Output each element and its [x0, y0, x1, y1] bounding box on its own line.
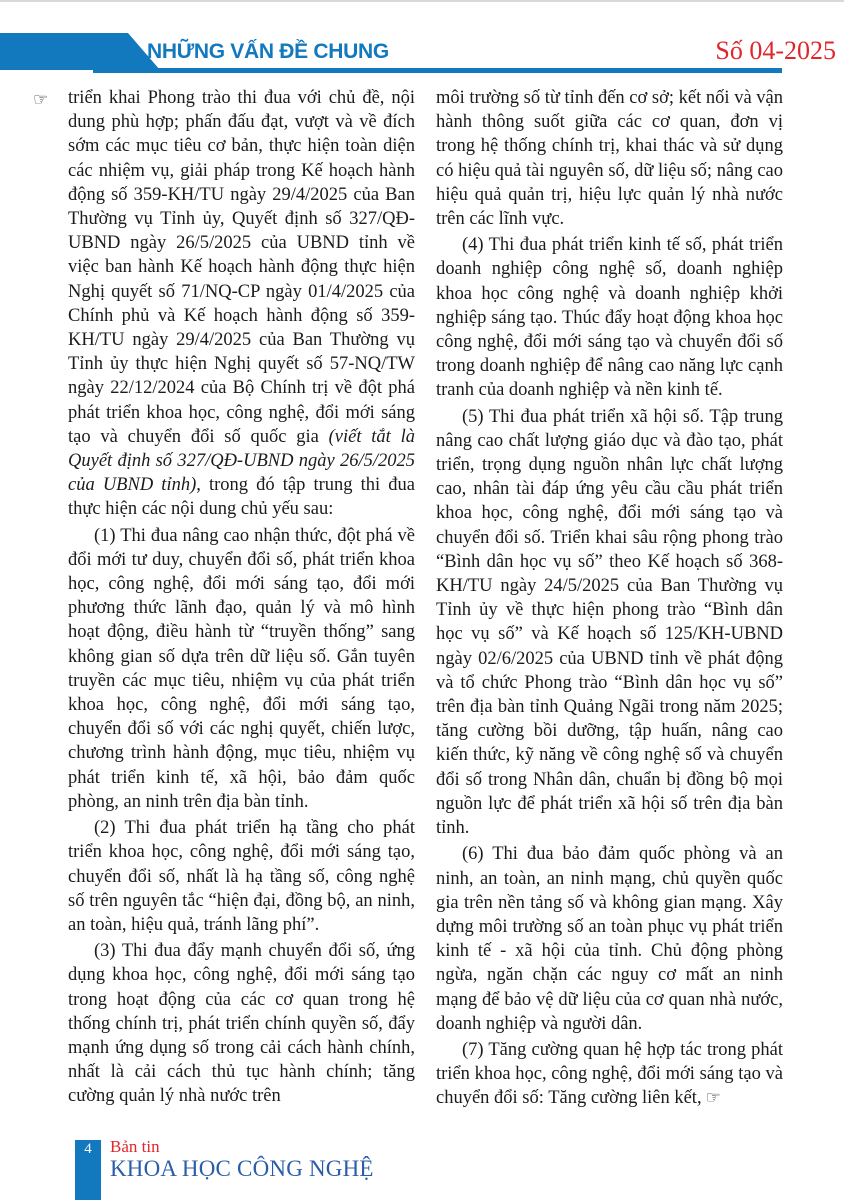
- paragraph: [436, 86, 783, 231]
- continuation-hand-icon: ☞: [705, 1088, 721, 1108]
- paragraph: [68, 816, 415, 937]
- bulletin-title: KHOA HỌC CÔNG NGHỆ: [110, 1156, 374, 1181]
- body-text: (2) Thi đua phát triển hạ tầng cho phát triển khoa học, công nghệ, đổi mới sáng tạo, chuyển đổi số, nhất là hạ tầng số, công nghệ số trên nguyên tắc “hiện đại, đồng bộ, an ninh, an toàn, hiệu quả, tránh lãng phí”.: [68, 818, 415, 935]
- body-text: (3) Thi đua đẩy mạnh chuyển đổi số, ứng dụng khoa học, công nghệ, đổi mới sáng tạo trong hoạt động của các cơ quan trong hệ thống chính trị, phát triển chính quyền số, đẩy mạnh ứng dụng số trong cải cách hành chính, nhất là cải cách thủ tục hành chính; tăng cường quản lý nhà nước trên: [68, 941, 415, 1107]
- paragraph: [436, 1038, 783, 1111]
- body-text: triển khai Phong trào thi đua với chủ đề, nội dung phù hợp; phấn đấu đạt, vượt và về đích sớm các mục tiêu cơ bản, thực hiện toàn diện các nhiệm vụ, giải pháp trong Kế hoạch hành động số 359-KH/TU ngày 29/4/2025 của Ban Thường vụ Tỉnh ủy, Quyết định số 327/QĐ-UBND ngày 26/5/2025 của UBND tỉnh về việc ban hành Kế hoạch hành động thực hiện Nghị quyết số 71/NQ-CP ngày 01/4/2025 của Chính phủ và Kế hoạch hành động số 359-KH/TU ngày 29/4/2025 của Ban Thường vụ Tỉnh ủy thực hiện Nghị quyết số 57-NQ/TW ngày 22/12/2024 của Bộ Chính trị về đột phá phát triển khoa học, công nghệ, đổi mới sáng tạo và chuyển đổi số quốc gia: [68, 88, 415, 447]
- continuation-hand-icon: ☞: [33, 90, 49, 109]
- issue-number: Số 04-2025: [715, 36, 836, 65]
- paragraph: [68, 86, 415, 522]
- header-rule: [93, 68, 782, 73]
- paragraph: [436, 405, 783, 841]
- paragraph: [68, 524, 415, 814]
- article-body: [68, 86, 784, 1138]
- body-text: (6) Thi đua bảo đảm quốc phòng và an ninh, an toàn, an ninh mạng, chủ quyền quốc gia trên nền tảng số và không gian mạng. Xây dựng môi trường số an toàn phục vụ phát triển kinh tế - xã hội của tỉnh. Chủ động phòng ngừa, ngăn chặn các nguy cơ mất an ninh mạng để bảo vệ dữ liệu của cơ quan nhà nước, doanh nghiệp và người dân.: [436, 844, 783, 1034]
- body-text: (4) Thi đua phát triển kinh tế số, phát triển doanh nghiệp công nghệ số, doanh nghiệp khoa học công nghệ và doanh nghiệp khởi nghiệp sáng tạo. Thúc đẩy hoạt động khoa học công nghệ, đổi mới sáng tạo và chuyển đổi số trong doanh nghiệp để nâng cao năng lực cạnh tranh của doanh nghiệp và nền kinh tế.: [436, 235, 783, 401]
- page-number: 4: [84, 1141, 92, 1157]
- paragraph: [436, 842, 783, 1036]
- body-text: , trong đó tập trung thi đua thực hiện các nội dung chủ yếu sau:: [68, 475, 415, 520]
- section-title: NHỮNG VẤN ĐỀ CHUNG: [147, 40, 389, 63]
- body-text: môi trường số từ tỉnh đến cơ sở; kết nối và vận hành thông suốt giữa các cơ quan, đơn vị trong hệ thống chính trị, khai thác và sử dụng có hiệu quả tài nguyên số, dữ liệu số; nâng cao hiệu quả quản trị, hiệu lực quản lý nhà nước trên các lĩnh vực.: [436, 88, 783, 230]
- left-column: [68, 86, 415, 1138]
- italic-text: (viết tắt là Quyết định số 327/QĐ-UBND ngày 26/5/2025 của UBND tỉnh): [68, 426, 415, 496]
- section-banner-shape: [0, 33, 160, 70]
- bulletin-label: Bản tin: [110, 1137, 160, 1156]
- paragraph: [436, 233, 783, 402]
- paragraph: [68, 939, 415, 1108]
- body-text: (1) Thi đua nâng cao nhận thức, đột phá về đổi mới tư duy, chuyển đổi số, phát triển khoa học, công nghệ, đổi mới sáng tạo, đổi mới phương thức lãnh đạo, quản lý và mô hình hoạt động, điều hành từ “truyền thống” sang không gian số dựa trên dữ liệu số. Gắn tuyên truyền các mục tiêu, nhiệm vụ của phát triển khoa học, công nghệ, đổi mới sáng tạo, chuyển đổi số với các nghị quyết, chiến lược, chương trình hành động, mục tiêu, nhiệm vụ phát triển kinh tế, xã hội, bảo đảm quốc phòng, an ninh trên địa bàn tỉnh.: [68, 525, 415, 812]
- right-column: [436, 86, 783, 1138]
- body-text: (5) Thi đua phát triển xã hội số. Tập trung nâng cao chất lượng giáo dục và đào tạo, phát triển, trọng dụng nguồn nhân lực chất lượng cao, nhân tài đáp ứng yêu cầu cầu phát triển khoa học, công nghệ, đổi mới sáng tạo và chuyển đổi số. Triển khai sâu rộng phong trào “Bình dân học vụ số” theo Kế hoạch số 368-KH/TU ngày 24/5/2025 của Ban Thường vụ Tỉnh ủy về thực hiện phong trào “Bình dân học vụ số” và Kế hoạch số 125/KH-UBND ngày 02/6/2025 của UBND tỉnh về phát động và tổ chức Phong trào “Bình dân học vụ số” trên địa bàn tỉnh Quảng Ngãi trong năm 2025; tăng cường bồi dưỡng, tập huấn, nâng cao kiến thức, kỹ năng về công nghệ số và chuyển đổi số trong Nhân dân, chuẩn bị đồng bộ mọi nguồn lực để phát triển xã hội số trên địa bàn tỉnh.: [436, 406, 783, 839]
- body-text: (7) Tăng cường quan hệ hợp tác trong phát triển khoa học, công nghệ, đổi mới sáng tạo và chuyển đổi số: Tăng cường liên kết,: [436, 1039, 783, 1109]
